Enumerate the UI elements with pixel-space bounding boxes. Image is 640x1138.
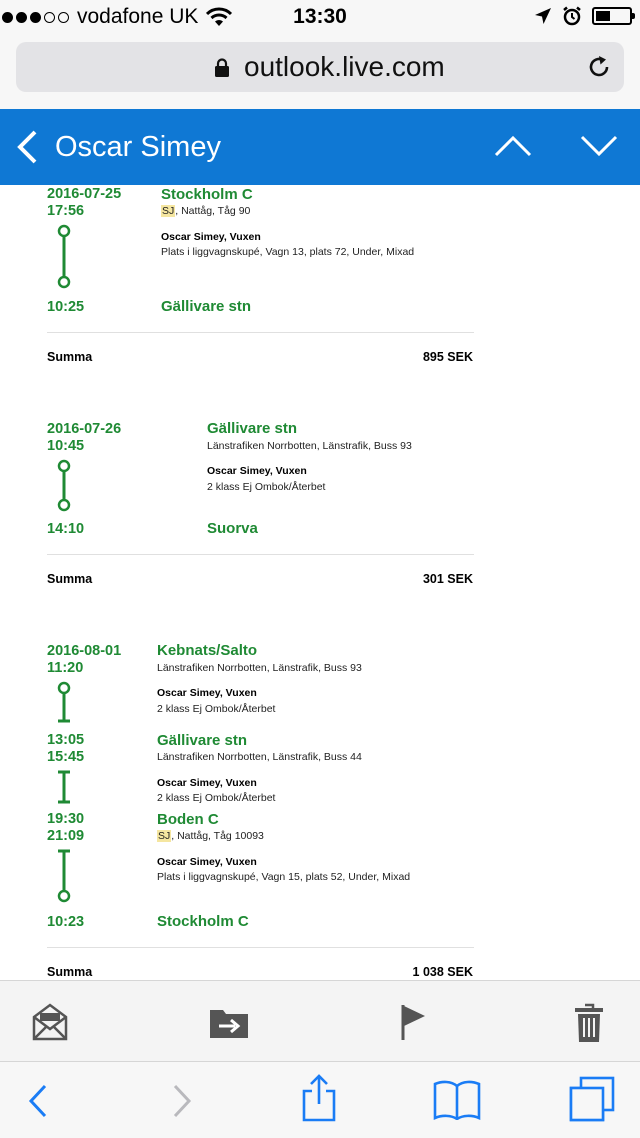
passenger-name — [157, 687, 257, 699]
route-line — [57, 849, 71, 907]
ticket-info: Plats i liggvagnskupé, Vagn 15, plats 52, Under, Mixad — [157, 871, 411, 883]
service-info — [157, 830, 264, 842]
service-text: , Nattåg, Tåg 90 — [175, 205, 251, 217]
route-line — [57, 459, 71, 511]
lock-icon — [214, 58, 230, 78]
page-title: Oscar Simey — [55, 131, 221, 163]
move-to-folder-icon[interactable] — [209, 1007, 249, 1039]
next-message-icon[interactable] — [580, 134, 618, 158]
battery-icon — [592, 7, 632, 25]
ticket-info: 2 klass Ej Ombok/Återbet — [157, 792, 276, 804]
reload-icon[interactable] — [586, 54, 612, 80]
trip-date: 2016-07-26 — [47, 421, 122, 437]
trip-date: 2016-08-01 — [47, 643, 122, 659]
alarm-clock-icon — [562, 6, 582, 26]
divider — [47, 554, 474, 555]
trip-total: 1 038 SEK — [412, 965, 473, 979]
passenger-name — [207, 465, 307, 477]
ticket-info: Plats i liggvagnskupé, Vagn 13, plats 72, Under, Mixad — [161, 246, 415, 258]
trash-icon[interactable] — [574, 1003, 604, 1043]
passenger-name — [157, 856, 257, 868]
departure-time: 11:20 — [47, 660, 84, 676]
passenger-text: Oscar Simey, Vuxen — [157, 687, 257, 699]
service-info: Länstrafiken Norrbotten, Länstrafik, Buss 44 — [157, 751, 362, 763]
departure-station: Gällivare stn — [207, 420, 298, 437]
route-line — [57, 681, 71, 723]
back-icon[interactable] — [28, 1084, 48, 1118]
passenger-text: Oscar Simey, Vuxen — [157, 777, 257, 789]
message-header — [0, 109, 640, 185]
summa-label: Summa — [47, 350, 93, 364]
back-chevron-icon[interactable] — [16, 129, 38, 165]
departure-time: 17:56 — [47, 203, 85, 219]
summa-label: Summa — [47, 572, 93, 586]
service-text: , Nattåg, Tåg 10093 — [171, 830, 264, 842]
arrival-time: 19:30 — [47, 811, 85, 827]
ticket-info: 2 klass Ej Ombok/Återbet — [157, 703, 276, 715]
browser-address-area — [0, 36, 640, 109]
arrival-station: Stockholm C — [157, 913, 249, 930]
forward-icon[interactable] — [172, 1084, 192, 1118]
arrival-time: 14:10 — [47, 521, 85, 537]
departure-time: 21:09 — [47, 828, 85, 844]
transfer-station: Gällivare stn — [157, 732, 248, 749]
share-icon[interactable] — [301, 1074, 337, 1122]
url-text: outlook.live.com — [244, 51, 445, 82]
email-body — [0, 185, 640, 980]
browser-toolbar — [0, 1062, 640, 1138]
transfer-station: Boden C — [157, 811, 219, 828]
flag-icon[interactable] — [400, 1003, 428, 1041]
status-bar — [0, 0, 640, 36]
departure-time: 15:45 — [47, 749, 85, 765]
arrival-station: Suorva — [207, 520, 258, 537]
carrier-name: vodafone UK — [77, 5, 199, 28]
arrival-time: 10:25 — [47, 299, 85, 315]
operator-highlight: SJ — [162, 205, 175, 217]
trip-total: 301 SEK — [422, 572, 473, 586]
previous-message-icon[interactable] — [494, 134, 532, 158]
divider — [47, 332, 474, 333]
tabs-icon[interactable] — [569, 1076, 615, 1122]
divider — [47, 947, 474, 948]
departure-time: 10:45 — [47, 438, 85, 454]
trip-date: 2016-07-25 — [47, 186, 122, 202]
trip-total: 895 SEK — [422, 350, 473, 364]
passenger-name — [157, 777, 257, 789]
address-bar[interactable] — [16, 42, 624, 92]
passenger-text: Oscar Simey, Vuxen — [161, 231, 261, 243]
envelope-open-icon[interactable] — [30, 999, 70, 1043]
service-info: Länstrafiken Norrbotten, Länstrafik, Buss 93 — [207, 440, 412, 452]
ticket-info: 2 klass Ej Ombok/Återbet — [207, 481, 326, 493]
arrival-time: 10:23 — [47, 914, 85, 930]
arrival-station: Gällivare stn — [161, 298, 252, 315]
mail-actions-toolbar — [0, 980, 640, 1062]
passenger-text: Oscar Simey, Vuxen — [207, 465, 307, 477]
service-info — [161, 205, 250, 217]
location-arrow-icon — [534, 7, 552, 25]
service-info: Länstrafiken Norrbotten, Länstrafik, Buss 93 — [157, 662, 362, 674]
route-line — [57, 770, 71, 804]
passenger-text: Oscar Simey, Vuxen — [157, 856, 257, 868]
route-line — [57, 224, 71, 284]
departure-station: Kebnats/Salto — [157, 642, 258, 659]
summa-label: Summa — [47, 965, 93, 979]
passenger-name — [161, 231, 261, 243]
bookmarks-icon[interactable] — [433, 1080, 481, 1120]
arrival-time: 13:05 — [47, 732, 85, 748]
departure-station: Stockholm C — [161, 186, 253, 203]
operator-highlight: SJ — [158, 830, 171, 842]
clock: 13:30 — [293, 5, 347, 28]
